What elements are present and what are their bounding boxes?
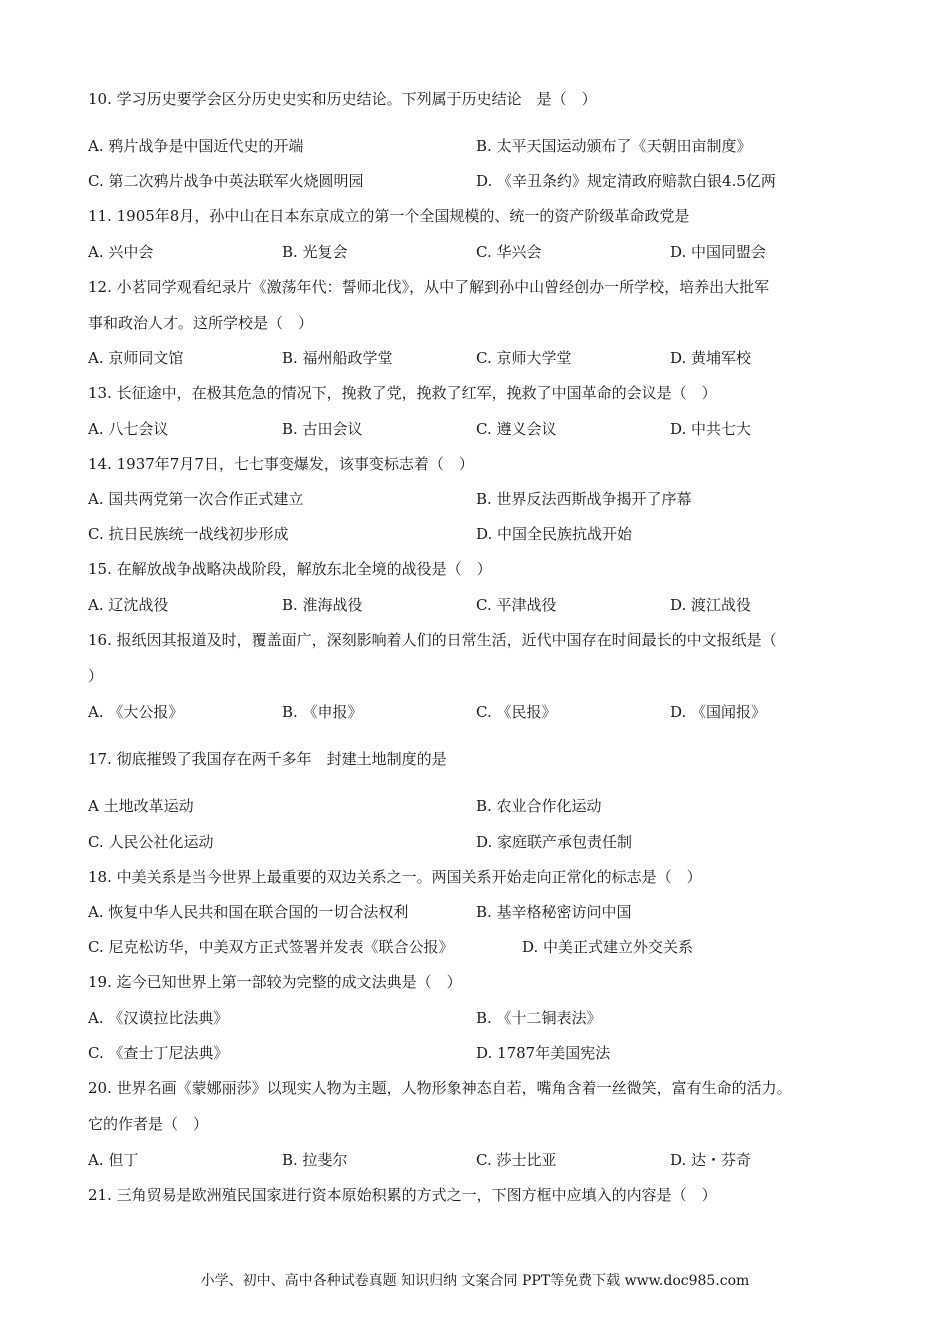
question-18-option-b: B. 基辛格秘密访问中国 <box>476 903 632 921</box>
question-12-option-c: C. 京师大学堂 <box>476 349 572 367</box>
question-16-option-a: A. 《大公报》 <box>88 703 184 721</box>
question-15-option-d: D. 渡江战役 <box>670 596 752 614</box>
question-18-option-d: D. 中美正式建立外交关系 <box>522 938 694 956</box>
question-14-option-a: A. 国共两党第一次合作正式建立 <box>88 490 304 508</box>
question-12-option-b: B. 福州船政学堂 <box>282 349 393 367</box>
question-19-stem: 19. 迄今已知世界上第一部较为完整的成文法典是（ ） <box>88 973 462 991</box>
question-21-stem: 21. 三角贸易是欧洲殖民国家进行资本原始积累的方式之一，下图方框中应填入的内容是（ ） <box>88 1186 717 1204</box>
question-19-option-b: B. 《十二铜表法》 <box>476 1009 602 1027</box>
question-20-option-a: A. 但丁 <box>88 1151 139 1169</box>
question-10-option-b: B. 太平天国运动颁布了《天朝田亩制度》 <box>476 137 752 155</box>
question-20-option-c: C. 莎士比亚 <box>476 1151 557 1169</box>
question-15-option-a: A. 辽沈战役 <box>88 596 169 614</box>
question-14-stem: 14. 1937年7月7日，七七事变爆发，该事变标志着（ ） <box>88 455 474 473</box>
question-10-option-a: A. 鸦片战争是中国近代史的开端 <box>88 137 304 155</box>
question-11-option-a: A. 兴中会 <box>88 243 154 261</box>
question-17-option-b: B. 农业合作化运动 <box>476 797 602 815</box>
question-13-option-d: D. 中共七大 <box>670 420 752 438</box>
question-15-option-c: C. 平津战役 <box>476 596 557 614</box>
question-18-option-a: A. 恢复中华人民共和国在联合国的一切合法权利 <box>88 903 409 921</box>
question-16-option-b: B. 《申报》 <box>282 703 363 721</box>
question-17-option-d: D. 家庭联产承包责任制 <box>476 833 633 851</box>
question-19-option-a: A. 《汉谟拉比法典》 <box>88 1009 229 1027</box>
question-16-option-c: C. 《民报》 <box>476 703 557 721</box>
question-16-stem-line-1: 16. 报纸因其报道及时，覆盖面广，深刻影响着人们的日常生活，近代中国存在时间最长的中文报纸是（ <box>88 631 777 649</box>
question-18-option-c: C. 尼克松访华，中美双方正式签署并发表《联合公报》 <box>88 938 454 956</box>
question-18-stem: 18. 中美关系是当今世界上最重要的双边关系之一。两国关系开始走向正常化的标志是（ ） <box>88 868 702 886</box>
question-19-option-d: D. 1787年美国宪法 <box>476 1044 611 1062</box>
question-20-option-d: D. 达・芬奇 <box>670 1151 752 1169</box>
page-footer: 小学、初中、高中各种试卷真题 知识归纳 文案合同 PPT等免费下载 www.doc985.com <box>200 1273 750 1289</box>
question-11-stem: 11. 1905年8月，孙中山在日本东京成立的第一个全国规模的、统一的资产阶级革命政党是 <box>88 207 690 225</box>
question-12-option-d: D. 黄埔军校 <box>670 349 752 367</box>
question-13-option-b: B. 古田会议 <box>282 420 363 438</box>
question-20-option-b: B. 拉斐尔 <box>282 1151 348 1169</box>
question-17-option-c: C. 人民公社化运动 <box>88 833 214 851</box>
question-16-stem-line-2: ） <box>88 667 104 685</box>
question-10-option-d: D. 《辛丑条约》规定清政府赔款白银4.5亿两 <box>476 172 776 190</box>
question-11-option-b: B. 光复会 <box>282 243 348 261</box>
question-14-option-c: C. 抗日民族统一战线初步形成 <box>88 525 289 543</box>
question-20-stem-line-2: 它的作者是（ ） <box>88 1115 209 1133</box>
question-13-option-c: C. 遵义会议 <box>476 420 557 438</box>
question-14-option-d: D. 中国全民族抗战开始 <box>476 525 633 543</box>
question-13-stem: 13. 长征途中，在极其危急的情况下，挽救了党，挽救了红军，挽救了中国革命的会议是（ ） <box>88 384 717 402</box>
question-10-option-c: C. 第二次鸦片战争中英法联军火烧圆明园 <box>88 172 364 190</box>
question-12-stem-line-2: 事和政治人才。这所学校是（ ） <box>88 314 314 332</box>
question-15-option-b: B. 淮海战役 <box>282 596 363 614</box>
question-11-option-c: C. 华兴会 <box>476 243 542 261</box>
question-19-option-c: C. 《查士丁尼法典》 <box>88 1044 229 1062</box>
question-17-stem: 17. 彻底摧毁了我国存在两千多年 封建土地制度的是 <box>88 750 447 768</box>
question-17-option-a: A 土地改革运动 <box>88 797 194 815</box>
question-11-option-d: D. 中国同盟会 <box>670 243 767 261</box>
question-16-option-d: D. 《国闻报》 <box>670 703 767 721</box>
question-12-stem-line-1: 12. 小茗同学观看纪录片《激荡年代：誓师北伐》，从中了解到孙中山曾经创办一所学校，培养出大批军 <box>88 278 770 296</box>
question-20-stem-line-1: 20. 世界名画《蒙娜丽莎》以现实人物为主题，人物形象神态自若，嘴角含着一丝微笑，富有生命的活力。 <box>88 1079 792 1097</box>
question-13-option-a: A. 八七会议 <box>88 420 169 438</box>
question-10-stem: 10. 学习历史要学会区分历史史实和历史结论。下列属于历史结论 是（ ） <box>88 90 597 108</box>
question-15-stem: 15. 在解放战争战略决战阶段，解放东北全境的战役是（ ） <box>88 560 492 578</box>
question-12-option-a: A. 京师同文馆 <box>88 349 184 367</box>
question-14-option-b: B. 世界反法西斯战争揭开了序幕 <box>476 490 692 508</box>
